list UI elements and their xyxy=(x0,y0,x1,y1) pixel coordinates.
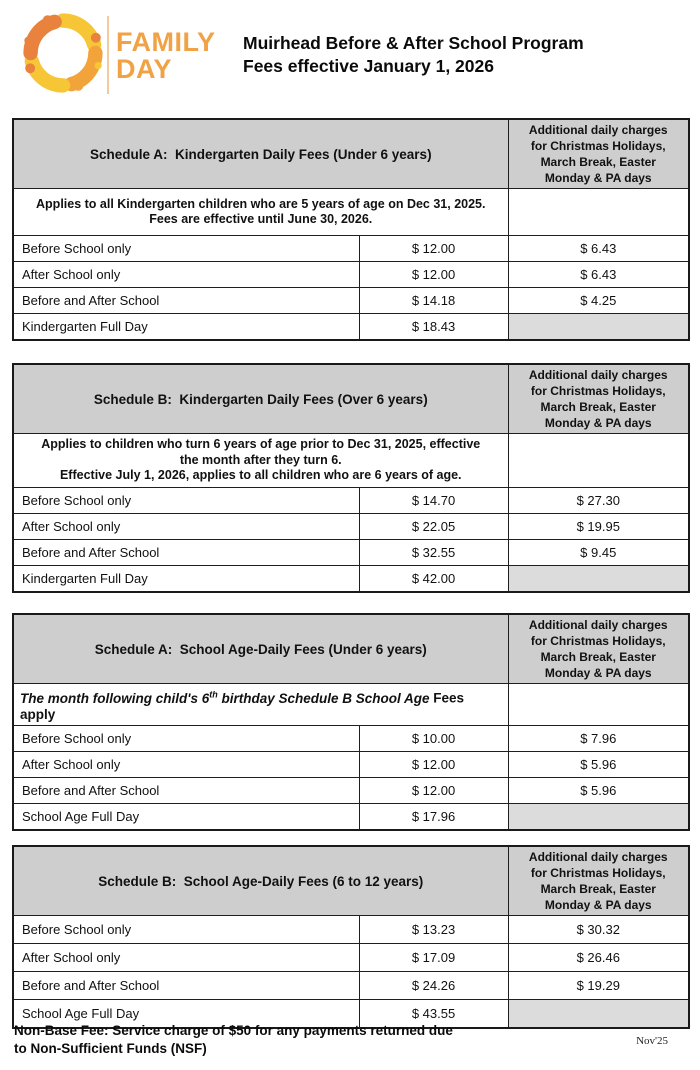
additional-value: $ 5.96 xyxy=(508,777,689,803)
fee-value: $ 10.00 xyxy=(359,725,508,751)
note-line: Applies to all Kindergarten children who are 5 years of age on Dec 31, 2025. xyxy=(36,196,486,211)
table-note xyxy=(13,189,508,236)
row-label: Before and After School xyxy=(13,539,359,565)
table-title: Schedule A: Kindergarten Daily Fees (Under 6 years) xyxy=(13,119,508,189)
table-row xyxy=(13,262,689,288)
brand-name-line2: DAY xyxy=(116,54,173,84)
additional-value-empty xyxy=(508,314,689,341)
brand-divider xyxy=(107,16,109,94)
row-label: Before School only xyxy=(13,236,359,262)
additional-value: $ 26.46 xyxy=(508,944,689,972)
additional-value: $ 27.30 xyxy=(508,487,689,513)
table-row xyxy=(13,314,689,341)
fee-value: $ 12.00 xyxy=(359,751,508,777)
table-row xyxy=(13,944,689,972)
note-line: the month after they turn 6. xyxy=(179,452,342,467)
row-label: After School only xyxy=(13,751,359,777)
additional-value-empty xyxy=(508,803,689,830)
page-title xyxy=(243,32,584,78)
table-row xyxy=(13,751,689,777)
table-title: Schedule B: School Age-Daily Fees (6 to 12 years) xyxy=(13,846,508,916)
fee-value: $ 18.43 xyxy=(359,314,508,341)
additional-value: $ 5.96 xyxy=(508,751,689,777)
row-label: Before and After School xyxy=(13,777,359,803)
table-row xyxy=(13,916,689,944)
row-label: Before and After School xyxy=(13,972,359,1000)
empty-cell xyxy=(508,189,689,236)
note-superscript: th xyxy=(209,689,218,699)
note-regular: Fees apply xyxy=(20,690,465,722)
nsf-note-line2: to Non-Sufficient Funds (NSF) xyxy=(14,1041,207,1056)
brand-name-line1: FAMILY xyxy=(116,27,216,57)
page-title-line2: Fees effective January 1, 2026 xyxy=(243,56,494,76)
table-note xyxy=(13,684,508,726)
table-title: Schedule B: Kindergarten Daily Fees (Over 6 years) xyxy=(13,364,508,434)
table-note xyxy=(13,434,508,488)
table-row xyxy=(13,725,689,751)
empty-cell xyxy=(508,684,689,726)
fee-value: $ 17.96 xyxy=(359,803,508,830)
fee-value: $ 14.18 xyxy=(359,288,508,314)
row-label: Kindergarten Full Day xyxy=(13,314,359,341)
additional-value: $ 6.43 xyxy=(508,262,689,288)
additional-charges-header: Additional daily charges for Christmas Holidays, March Break, Easter Monday & PA days xyxy=(508,846,689,916)
fee-value: $ 42.00 xyxy=(359,565,508,592)
fee-value: $ 32.55 xyxy=(359,539,508,565)
fee-value: $ 12.00 xyxy=(359,777,508,803)
table-schedule-b-kindergarten xyxy=(12,363,690,593)
empty-cell xyxy=(508,434,689,488)
table-row xyxy=(13,487,689,513)
table-row xyxy=(13,236,689,262)
additional-value: $ 6.43 xyxy=(508,236,689,262)
fee-value: $ 24.26 xyxy=(359,972,508,1000)
footer xyxy=(14,1022,670,1058)
table-row xyxy=(13,803,689,830)
row-label: Before School only xyxy=(13,487,359,513)
additional-charges-header: Additional daily charges for Christmas Holidays, March Break, Easter Monday & PA days xyxy=(508,614,689,684)
additional-value: $ 4.25 xyxy=(508,288,689,314)
fee-value: $ 13.23 xyxy=(359,916,508,944)
fee-value: $ 22.05 xyxy=(359,513,508,539)
table-schedule-b-school-age xyxy=(12,845,690,1029)
table-row xyxy=(13,565,689,592)
date-stamp: Nov'25 xyxy=(636,1035,668,1047)
additional-value: $ 30.32 xyxy=(508,916,689,944)
row-label: Before School only xyxy=(13,725,359,751)
row-label: Kindergarten Full Day xyxy=(13,565,359,592)
table-row xyxy=(13,972,689,1000)
nsf-note xyxy=(14,1022,453,1058)
row-label: School Age Full Day xyxy=(13,1000,359,1029)
fee-value: $ 17.09 xyxy=(359,944,508,972)
table-schedule-a-kindergarten xyxy=(12,118,690,341)
row-label: After School only xyxy=(13,513,359,539)
note-italic: The month following child's 6 xyxy=(20,690,210,706)
note-line: Effective July 1, 2026, applies to all children who are 6 years of age. xyxy=(59,468,462,482)
note-italic: birthday Schedule B School Age xyxy=(217,690,430,706)
additional-charges-header: Additional daily charges for Christmas Holidays, March Break, Easter Monday & PA days xyxy=(508,119,689,189)
table-schedule-a-school-age xyxy=(12,613,690,831)
row-label: After School only xyxy=(13,262,359,288)
family-day-logo-icon xyxy=(18,8,108,98)
additional-value-empty xyxy=(508,565,689,592)
note-line: Fees are effective until June 30, 2026. xyxy=(149,212,373,226)
table-row xyxy=(13,288,689,314)
row-label: After School only xyxy=(13,944,359,972)
fee-value: $ 43.55 xyxy=(359,1000,508,1029)
additional-value: $ 19.95 xyxy=(508,513,689,539)
table-row xyxy=(13,513,689,539)
fee-value: $ 14.70 xyxy=(359,487,508,513)
fee-value: $ 12.00 xyxy=(359,236,508,262)
additional-value: $ 19.29 xyxy=(508,972,689,1000)
table-row xyxy=(13,539,689,565)
note-line: Applies to children who turn 6 years of age prior to Dec 31, 2025, effective xyxy=(41,437,481,451)
table-title: Schedule A: School Age-Daily Fees (Under 6 years) xyxy=(13,614,508,684)
row-label: School Age Full Day xyxy=(13,803,359,830)
row-label: Before and After School xyxy=(13,288,359,314)
page-title-line1: Muirhead Before & After School Program xyxy=(243,33,584,53)
additional-value: $ 7.96 xyxy=(508,725,689,751)
table-row xyxy=(13,777,689,803)
brand-name xyxy=(116,29,216,83)
nsf-note-line1: Non-Base Fee: Service charge of $50 for any payments returned due xyxy=(14,1023,453,1038)
additional-charges-header: Additional daily charges for Christmas Holidays, March Break, Easter Monday & PA days xyxy=(508,364,689,434)
fee-value: $ 12.00 xyxy=(359,262,508,288)
row-label: Before School only xyxy=(13,916,359,944)
additional-value: $ 9.45 xyxy=(508,539,689,565)
